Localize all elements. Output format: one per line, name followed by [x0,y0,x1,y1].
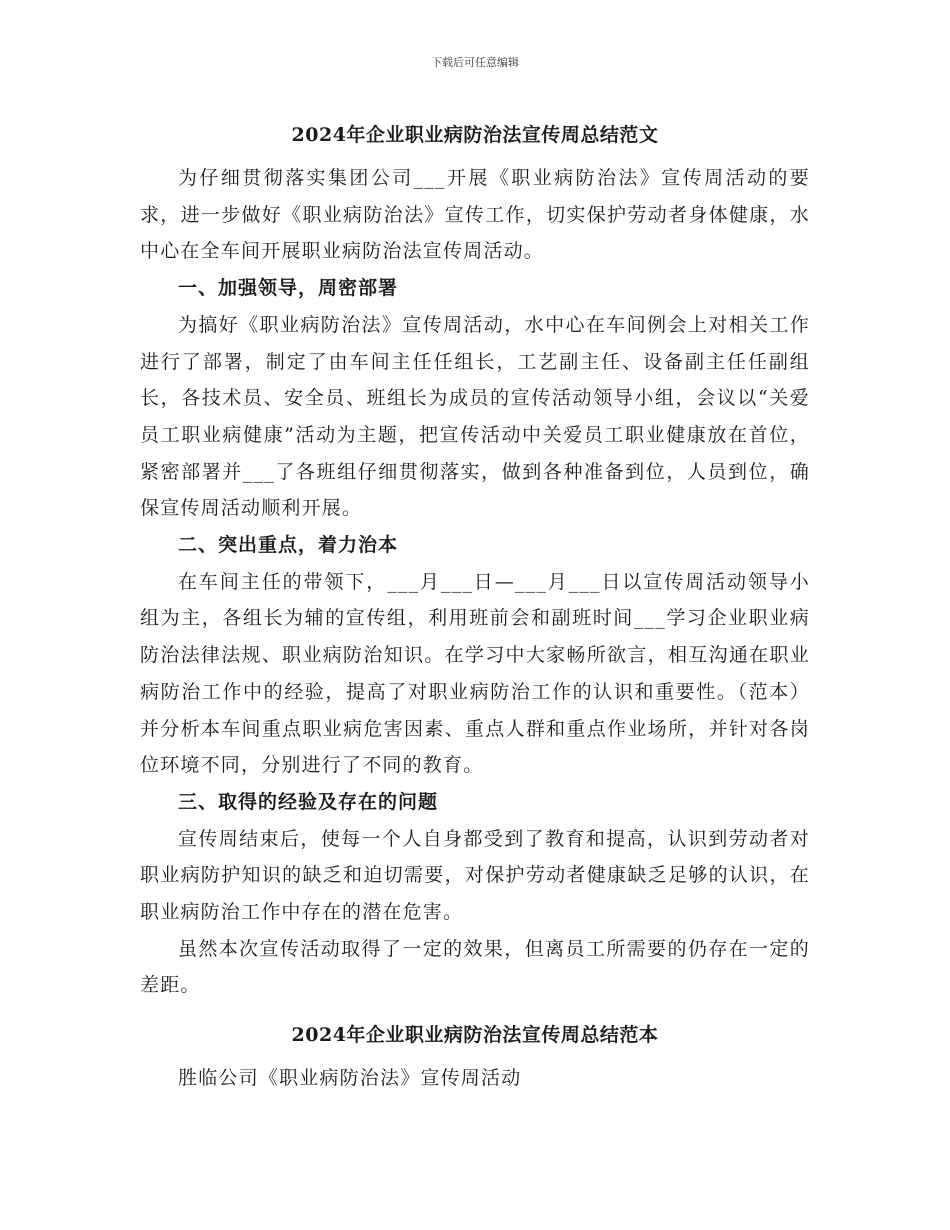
intro-paragraph: 为仔细贯彻落实集团公司___开展《职业病防治法》宣传周活动的要求，进一步做好《职业病防治法》宣传工作，切实保护劳动者身体健康，水中心在全车间开展职业病防治法宣传周活动。 [140,167,810,263]
document-title: 2024年企业职业病防治法宣传周总结范文 [291,124,659,146]
section-3-heading: 三、取得的经验及存在的问题 [178,790,439,813]
closing-paragraph: 胜临公司《职业病防治法》宣传周活动 [178,1067,522,1090]
section-1-heading: 一、加强领导，周密部署 [178,277,399,300]
header-note: 下载后可任意编辑 [431,56,519,69]
section-2-paragraph: 在车间主任的带领下，___月___日—___月___日以宣传周活动领导小组为主，各组长为辅的宣传组，利用班前会和副班时间___学习企业职业病防治法律法规、职业病防治知识。在学习中大家畅所欲言，相互沟通在职业病防治工作中的经验，提高了对职业病防治工作的认识和重要性。（范本）并分析本车间重点职业病危害因素、重点人群和重点作业场所，并针对各岗位环境不同，分别进行了不同的教育。 [140,570,810,777]
section-3-paragraph-2: 虽然本次宣传活动取得了一定的效果，但离员工所需要的仍存在一定的差距。 [140,937,810,997]
section-3-paragraph-1: 宣传周结束后，使每一个人自身都受到了教育和提高，认识到劳动者对职业病防护知识的缺乏和迫切需要，对保护劳动者健康缺乏足够的认识，在职业病防治工作中存在的潜在危害。 [140,827,810,924]
section-1-paragraph: 为搞好《职业病防治法》宣传周活动，水中心在车间例会上对相关工作进行了部署，制定了由车间主任任组长，工艺副主任、设备副主任任副组长，各技术员、安全员、班组长为成员的宣传活动领导小组，会议以“关爱员工职业病健康”活动为主题，把宣传活动中关爱员工职业健康放在首位，紧密部署并___了各班组仔细贯彻落实，做到各种准备到位，人员到位，确保宣传周活动顺利开展。 [140,313,810,520]
section-2-heading: 二、突出重点，着力治本 [178,534,399,557]
second-document-title: 2024年企业职业病防治法宣传周总结范本 [291,1024,659,1047]
document-body [140,118,810,1097]
